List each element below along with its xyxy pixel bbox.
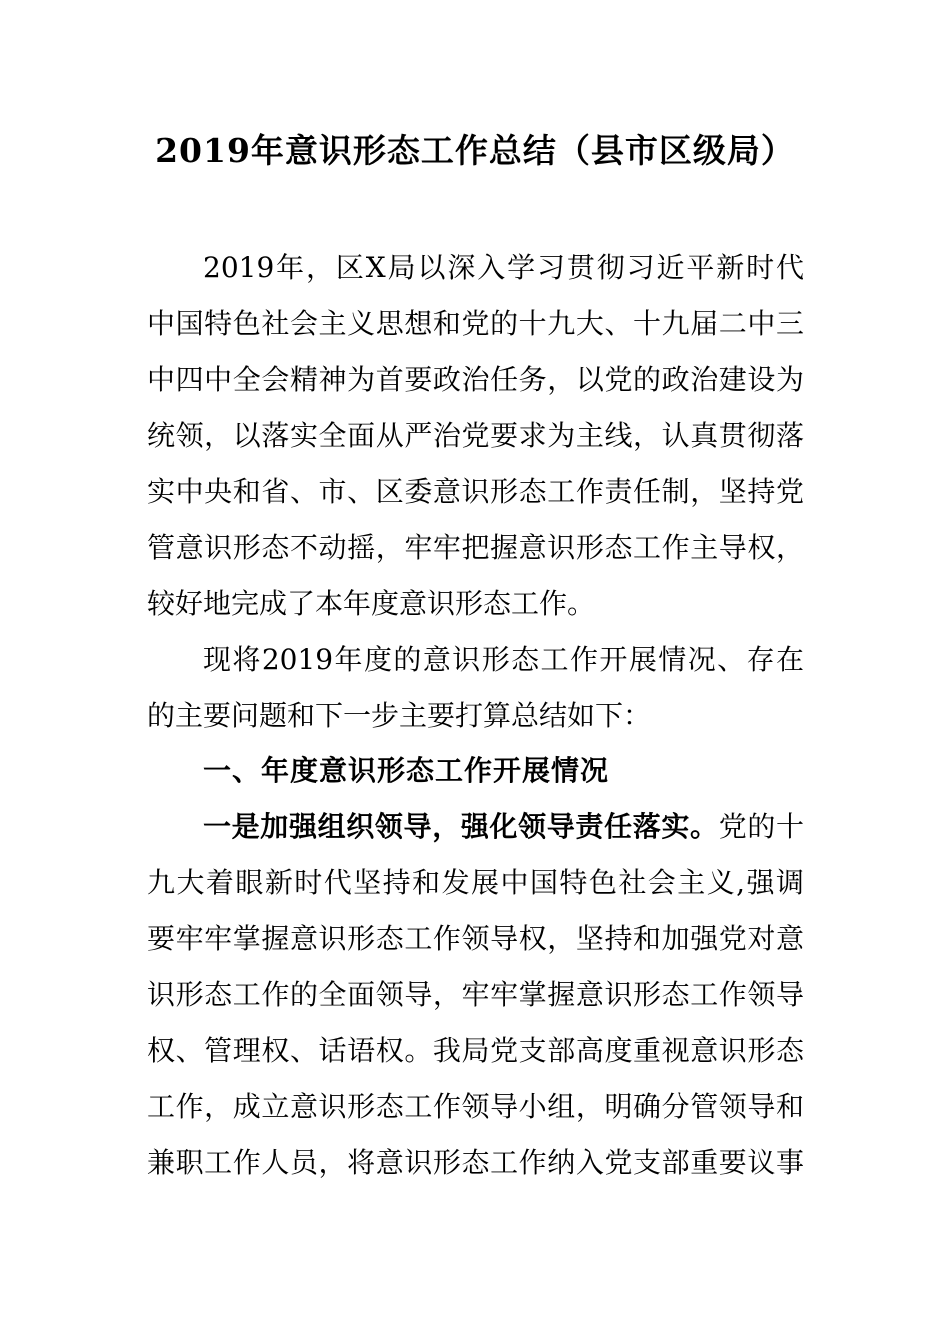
paragraph-line: 要牢牢掌握意识形态工作领导权，坚持和加强党对意	[147, 922, 804, 955]
paragraph-line: 的主要问题和下一步主要打算总结如下：	[147, 699, 652, 732]
paragraph-line: 2019年，区X局以深入学习贯彻习近平新时代	[203, 251, 804, 284]
paragraph-line: 兼职工作人员，将意识形态工作纳入党支部重要议事	[147, 1146, 804, 1179]
paragraph-lead-rest: 党的十	[718, 810, 804, 843]
paragraph-lead: 一是加强组织领导，强化领导责任落实。	[203, 810, 719, 843]
paragraph-line: 现将2019年度的意识形态工作开展情况、存在	[203, 643, 804, 676]
paragraph-line: 工作，成立意识形态工作领导小组，明确分管领导和	[147, 1090, 804, 1123]
section-heading: 一、年度意识形态工作开展情况	[203, 754, 610, 787]
document-title: 2019年意识形态工作总结（县市区级局）	[155, 131, 795, 170]
paragraph-line: 九大着眼新时代坚持和发展中国特色社会主义,强调	[147, 866, 804, 899]
paragraph-line: 实中央和省、市、区委意识形态工作责任制，坚持党	[147, 475, 804, 508]
paragraph-line: 管意识形态不动摇，牢牢把握意识形态工作主导权，	[147, 531, 804, 564]
paragraph-line: 中四中全会精神为首要政治任务，以党的政治建设为	[147, 363, 804, 396]
paragraph-line: 权、管理权、话语权。我局党支部高度重视意识形态	[147, 1034, 804, 1067]
paragraph-line: 统领，以落实全面从严治党要求为主线，认真贯彻落	[147, 419, 804, 452]
paragraph-line: 中国特色社会主义思想和党的十九大、十九届二中三	[147, 307, 804, 340]
paragraph-line	[203, 799, 804, 855]
paragraph-line: 识形态工作的全面领导，牢牢掌握意识形态工作领导	[147, 978, 804, 1011]
paragraph-line: 较好地完成了本年度意识形态工作。	[147, 587, 596, 620]
